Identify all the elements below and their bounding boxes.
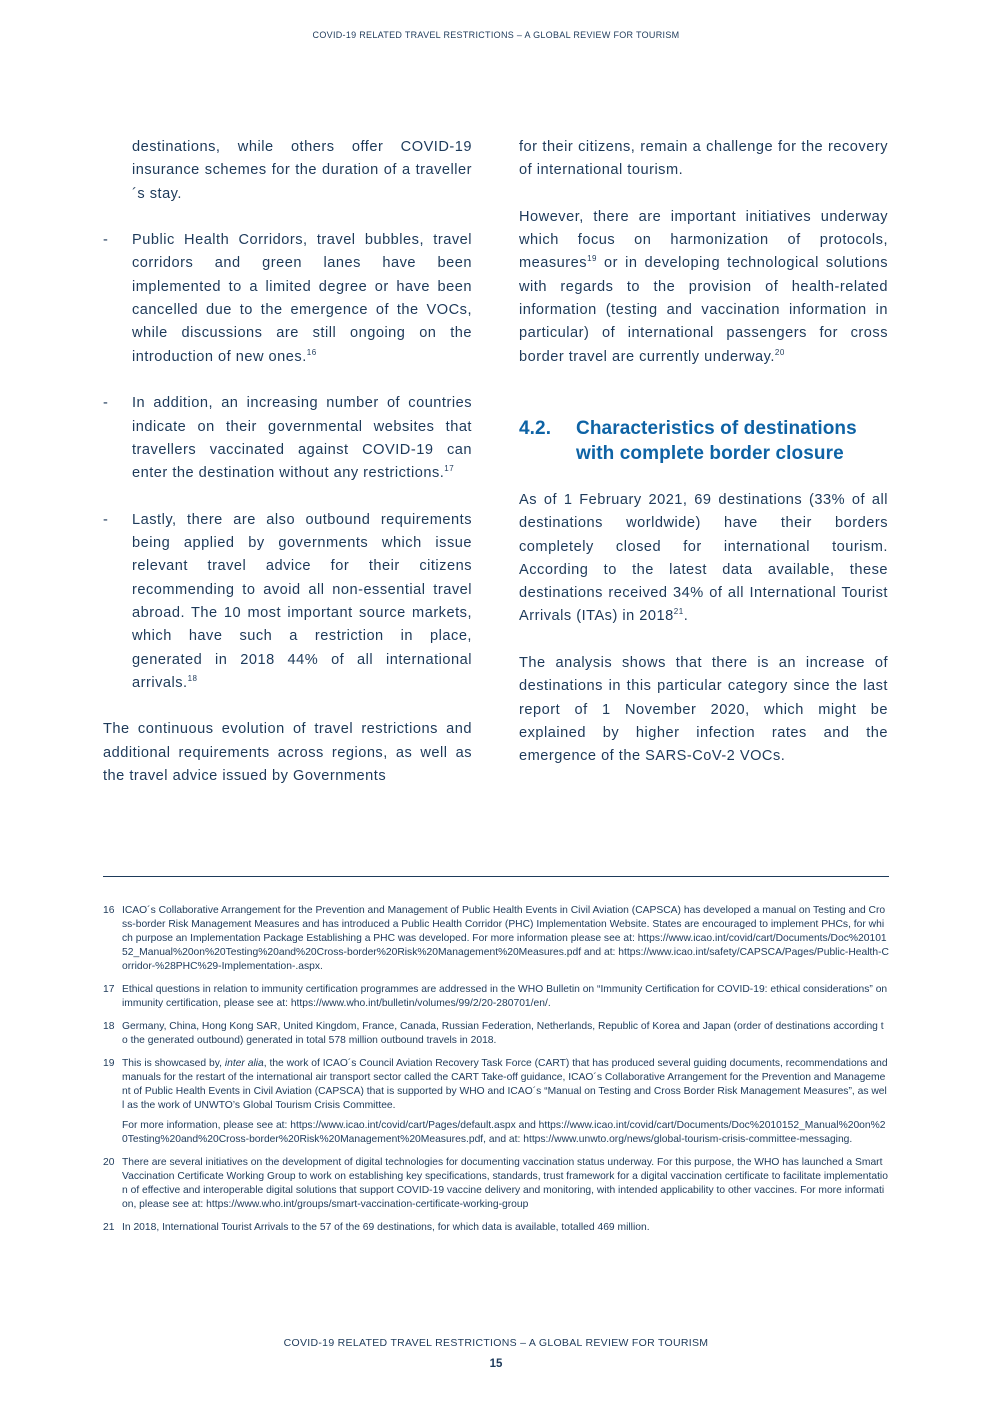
footnote-ref: 18: [187, 673, 198, 683]
footnote-number: 18: [103, 1021, 115, 1032]
footnote-text: [122, 1057, 889, 1113]
footnote-ref: 19: [587, 254, 597, 264]
footnote-links: For more information, please see at: https://www.icao.int/covid/cart/Pages/default.aspx and https://www.icao.int/covid/cart/Documents/Doc%2010152_Manual%20on%20Testing%20and%20Cross-border%20Risk%20Management%20Measures.pdf, and at: https://www.unwto.org/news/global-tourism-crisis-committee-messaging.: [122, 1120, 886, 1145]
section-number: 4.2.: [519, 417, 552, 439]
footnote-ref: 20: [774, 347, 785, 357]
footnote: [103, 1020, 889, 1048]
footnote: [103, 983, 889, 1011]
bullet-text: Public Health Corridors, travel bubbles, travel corridors and green lanes have been implemented to a limited degree or have been cancelled due to the emergence of the VOCs, while discussions are still ongoing on the introduction of new ones.: [132, 232, 472, 365]
footnote-text-part: , the work of ICAO´s Council Aviation Recovery Task Force (CART) that has produced several guiding documents, recommendations and manuals for the restart of the international air transport sector called the CART Take-off guidance, ICAO´s Collaborative Arrangement for the Prevention and Management of Public Health Events in Civil Aviation (CAPSCA) that is supported by WHO and ICAO´s “Manual on Testing and Cross Border Risk Management Measures”, as well as the work of UNWTO’s Global Tourism Crisis Committee.: [122, 1058, 888, 1111]
footnote-number: 21: [103, 1222, 115, 1233]
footnote-number: 20: [103, 1157, 115, 1168]
closing-paragraph: The continuous evolution of travel restrictions and additional requirements across regions, as well as the travel advice issued by Governments: [103, 721, 472, 785]
footnote: [103, 1057, 889, 1147]
paragraph-text: or in developing technological solutions with regards to the provision of health-related information (testing and vaccination information in particular) of international passengers for cross border travel are currently underway.: [519, 255, 888, 365]
bullet-dash: -: [103, 395, 109, 412]
bullet-text: Lastly, there are also outbound requirements being applied by governments which issue relevant travel advice for their citizens recommending to avoid all non-essential travel abroad. The 10 most important source markets, which have such a restriction in place, generated in 2018 44% of all international arrivals.: [132, 511, 472, 691]
body-paragraph: for their citizens, remain a challenge for the recovery of international tourism.: [519, 139, 888, 179]
footnote: [103, 1221, 889, 1235]
footnote-text: Germany, China, Hong Kong SAR, United Kingdom, France, Canada, Russian Federation, Netherlands, Republic of Korea and Japan (order of destinations according to the generated outbound) generated in total 578 million outbound travels in 2018.: [122, 1021, 884, 1046]
footnote-text: Ethical questions in relation to immunity certification programmes are addressed in the WHO Bulletin on “Immunity Certification for COVID-19: ethical considerations” on immunity certification, please see at: https://www.who.int/bulletin/volumes/99/2/20-280701/en/.: [122, 984, 888, 1009]
continued-bullet-text: destinations, while others offer COVID-19 insurance schemes for the duration of a traveller´s stay.: [132, 139, 472, 202]
footnote-number: 16: [103, 905, 115, 916]
body-paragraph: The analysis shows that there is an increase of destinations in this particular category since the last report of 1 November 2020, which might be explained by higher infection rates and the emergence of the SARS-CoV-2 VOCs.: [519, 655, 888, 765]
running-footer: COVID-19 RELATED TRAVEL RESTRICTIONS – A GLOBAL REVIEW FOR TOURISM: [283, 1337, 709, 1349]
footnote-body: [122, 1057, 889, 1147]
bullet-dash: -: [103, 232, 109, 249]
paragraph-text: However, there are important initiatives underway which focus on harmonization of protocols, measures: [519, 208, 888, 272]
page-number: 15: [489, 1358, 503, 1370]
footnote-number: 19: [103, 1058, 115, 1069]
footnote-number: 17: [103, 984, 115, 995]
bullet-dash: -: [103, 511, 109, 528]
bullet-item: [103, 509, 472, 695]
footnote-text: There are several initiatives on the development of digital technologies for documenting vaccination status underway. For this purpose, the WHO has launched a Smart Vaccination Certificate Working Group to work on establishing key specifications, standards, trust framework for a digital vaccination certificate to facilitate implementation of effective and interoperable digital solutions that support COVID-19 vaccine delivery and monitoring, with intended applicability to other vaccines. For more information, please see at: https://www.who.int/groups/smart-vaccination-certificate-working-group: [122, 1157, 888, 1210]
left-column: [103, 136, 472, 788]
right-column: [519, 136, 888, 769]
footnotes: [103, 904, 889, 1244]
paragraph-text: As of 1 February 2021, 69 destinations (33% of all destinations worldwide) have their borders completely closed for international tourism. According to the latest data available, these destinations received 34% of all International Tourist Arrivals (ITAs) in 2018: [519, 491, 888, 625]
section-heading: [519, 416, 888, 466]
bullet-text: In addition, an increasing number of countries indicate on their governmental websites that travellers vaccinated against COVID-19 can enter the destination without any restrictions.: [132, 395, 472, 482]
bullet-item: [103, 392, 472, 485]
section-title: Characteristics of destinations with complete border closure: [576, 417, 857, 464]
footnote-ref: 16: [306, 347, 317, 357]
running-header: COVID-19 RELATED TRAVEL RESTRICTIONS – A GLOBAL REVIEW FOR TOURISM: [312, 30, 680, 40]
paragraph-text: .: [683, 608, 689, 625]
footnote-divider: [103, 876, 889, 877]
body-paragraph: [519, 489, 888, 629]
footnote-ref: 17: [444, 464, 455, 474]
footnote-text: ICAO´s Collaborative Arrangement for the Prevention and Management of Public Health Events in Civil Aviation (CAPSCA) has developed a manual on Testing and Cross-border Risk Management Measures and has introduced a Public Health Corridor (PHC) Implementation Website. States are encouraged to implement PHCs, for which purpose an Implementation Package Establishing a PHC was developed. For more information please see at: https://www.icao.int/covid/cart/Documents/Doc%2010152_Manual%20on%20Testing%20and%20Cross-border%20Risk%20Management%20Measures.pdf and at: https://www.icao.int/safety/CAPSCA/Pages/Public-Health-Corridor-%28PHC%29-Implementation-.aspx.: [122, 905, 889, 972]
footnote-text-part: This is showcased by,: [122, 1058, 225, 1069]
body-paragraph: [519, 206, 888, 369]
footnote: [103, 1156, 889, 1212]
footnote: [103, 904, 889, 974]
footnote-text: In 2018, International Tourist Arrivals to the 57 of the 69 destinations, for which data is available, totalled 469 million.: [122, 1222, 650, 1233]
footnote-italic: inter alia: [224, 1058, 264, 1069]
footnote-ref: 21: [673, 607, 684, 617]
bullet-item: [103, 229, 472, 369]
